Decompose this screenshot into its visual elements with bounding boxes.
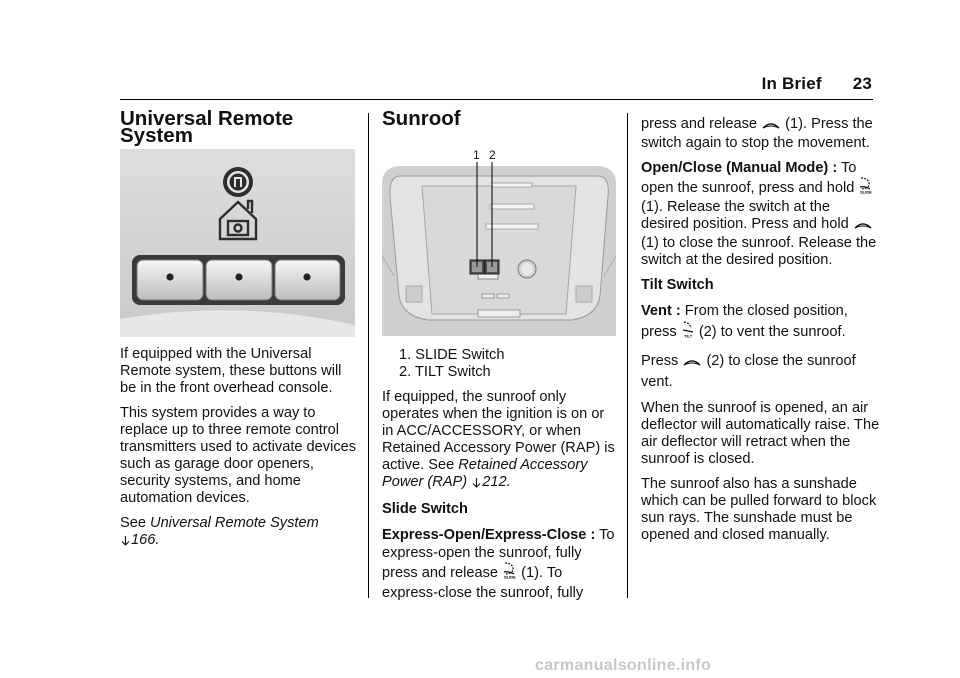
sunroof-callout-list (382, 347, 618, 381)
express-paragraph: Express-Open/Express-Close : To express-open the sunroof, fully press and release SLIDE (1). To express-close the sunroof, fully (382, 527, 615, 601)
remote-logo-icon (223, 167, 253, 197)
list-item: 2. TILT Switch (399, 364, 491, 380)
cross-reference-link[interactable]: Universal Remote System (150, 515, 319, 531)
vent-paragraph: Vent : From the closed position, press TILT (2) to vent the sunroof. (641, 302, 881, 344)
vent-close-paragraph: Press (2) to close the sunroof vent. (641, 353, 856, 390)
slide-switch-icon (503, 562, 516, 584)
cross-reference-link[interactable]: Retained Accessory Power (RAP) (382, 457, 588, 490)
column-divider-2 (627, 113, 628, 598)
slide-switch-heading: Slide Switch (382, 501, 468, 517)
remote-button-3[interactable] (275, 260, 340, 300)
close-arc-icon (762, 118, 780, 135)
column-divider-1 (368, 113, 369, 598)
svg-text:TILT: TILT (683, 333, 692, 338)
left-body (120, 346, 360, 559)
see-reference: See Universal Remote System 166. (120, 515, 360, 551)
watermark: carmanualsonline.info (535, 657, 712, 674)
tilt-switch-heading: Tilt Switch (641, 277, 714, 293)
cross-reference-page[interactable]: 212 (482, 474, 507, 490)
page-ref-icon (472, 476, 481, 493)
section-heading-universal-remote: Universal Remote System (120, 107, 294, 147)
svg-text:SLIDE: SLIDE (504, 574, 516, 579)
manual-mode-paragraph: Open/Close (Manual Mode) : To open the sunroof, press and hold SLIDE (1). Release the switch at the desired position. Press and hold (1) to close the sunroof. Release the switch at the desired position. (641, 160, 877, 268)
section-title: In Brief (761, 74, 822, 93)
page-ref-icon (121, 534, 130, 551)
deflector-paragraph: When the sunroof is opened, an air deflector will automatically raise. The air deflector will retract when the sunroof is closed. (641, 400, 880, 467)
universal-remote-figure (120, 149, 355, 337)
manual-mode-label: Open/Close (Manual Mode) : (641, 160, 838, 176)
left-column (120, 107, 360, 147)
sunroof-switch-figure (382, 146, 616, 336)
cross-reference-page[interactable]: 166 (131, 532, 156, 548)
express-label: Express-Open/Express-Close : (382, 527, 596, 543)
express-continuation: press and release (1). Press the switch again to stop the movement. (641, 116, 873, 151)
close-arc-icon (854, 218, 872, 235)
page-header (736, 74, 872, 94)
sunshade-paragraph: The sunroof also has a sunshade which can be pulled forward to block sun rays. The sunshade must be opened and closed manually. (641, 476, 877, 543)
slide-switch-icon (859, 177, 872, 199)
section-heading-sunroof: Sunroof (382, 107, 461, 130)
figure-label-1: 1 (473, 148, 480, 162)
remote-button-2[interactable] (206, 260, 272, 300)
page-number: 23 (852, 74, 872, 93)
see-word: See (120, 515, 146, 531)
universal-remote-intro: If equipped with the Universal Remote system, these buttons will be in the front overhead console. (120, 346, 342, 396)
svg-text:SLIDE: SLIDE (860, 189, 873, 194)
middle-body (382, 347, 618, 610)
figure-label-2: 2 (489, 148, 496, 162)
list-item: 1. SLIDE Switch (399, 347, 505, 363)
tilt-switch-icon (682, 321, 694, 344)
header-rule (120, 99, 873, 100)
vent-label: Vent : (641, 303, 681, 319)
sunroof-intro: If equipped, the sunroof only operates when the ignition is on or in ACC/ACCESSORY, or when Retained Accessory Power (RAP) is active. See Retained Accessory Power (RAP) 212. (382, 389, 618, 493)
dome-light-button[interactable] (518, 260, 536, 278)
universal-remote-description: This system provides a way to replace up to three remote control transmitters used to activate devices such as garage door openers, security systems, and home automation devices. (120, 405, 357, 506)
right-body (641, 116, 881, 552)
close-arc-icon (683, 354, 701, 373)
remote-button-1[interactable] (137, 260, 203, 300)
middle-column-heading (382, 107, 618, 130)
